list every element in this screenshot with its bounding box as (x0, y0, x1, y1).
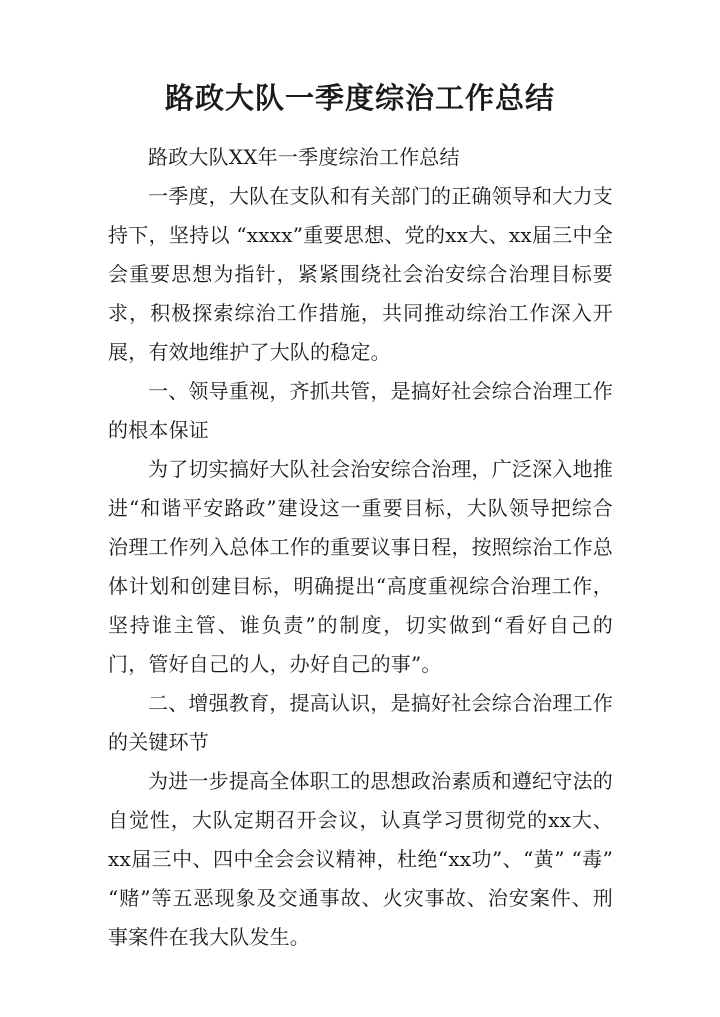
intro-paragraph: 一季度，大队在支队和有关部门的正确领导和大力支持下，坚持以 “xxxx”重要思想、党的xx大、xx届三中全会重要思想为指针，紧紧围绕社会治安综合治理目标要求，积极探索综治工作措施，共同推动综治工作深入开展，有效地维护了大队的稳定。 (108, 184, 613, 364)
document-title: 路政大队一季度综治工作总结 (164, 81, 555, 115)
section-heading-2: 二、增强教育，提高认识，是搞好社会综合治理工作的关键环节 (108, 691, 613, 754)
section-heading-1: 一、领导重视，齐抓共管，是搞好社会综合治理工作的根本保证 (108, 379, 613, 442)
section-paragraph-2: 为进一步提高全体职工的思想政治素质和遵纪守法的自觉性，大队定期召开会议，认真学习贯彻党的xx大、xx届三中、四中全会会议精神，杜绝“xx功”、“黄” “毒” “赌”等五恶现象及交通事故、火灾事故、治安案件、刑事案件在我大队发生。 (108, 769, 613, 949)
document-body (108, 138, 613, 957)
section-paragraph-1: 为了切实搞好大队社会治安综合治理，广泛深入地推进“和谐平安路政”建设这一重要目标，大队领导把综合治理工作列入总体工作的重要议事日程，按照综治工作总体计划和创建目标，明确提出“高度重视综合治理工作，坚持谁主管、谁负责”的制度，切实做到“看好自己的门，管好自己的人，办好自己的事”。 (108, 457, 613, 676)
subtitle-paragraph: 路政大队XX年一季度综治工作总结 (148, 145, 460, 169)
